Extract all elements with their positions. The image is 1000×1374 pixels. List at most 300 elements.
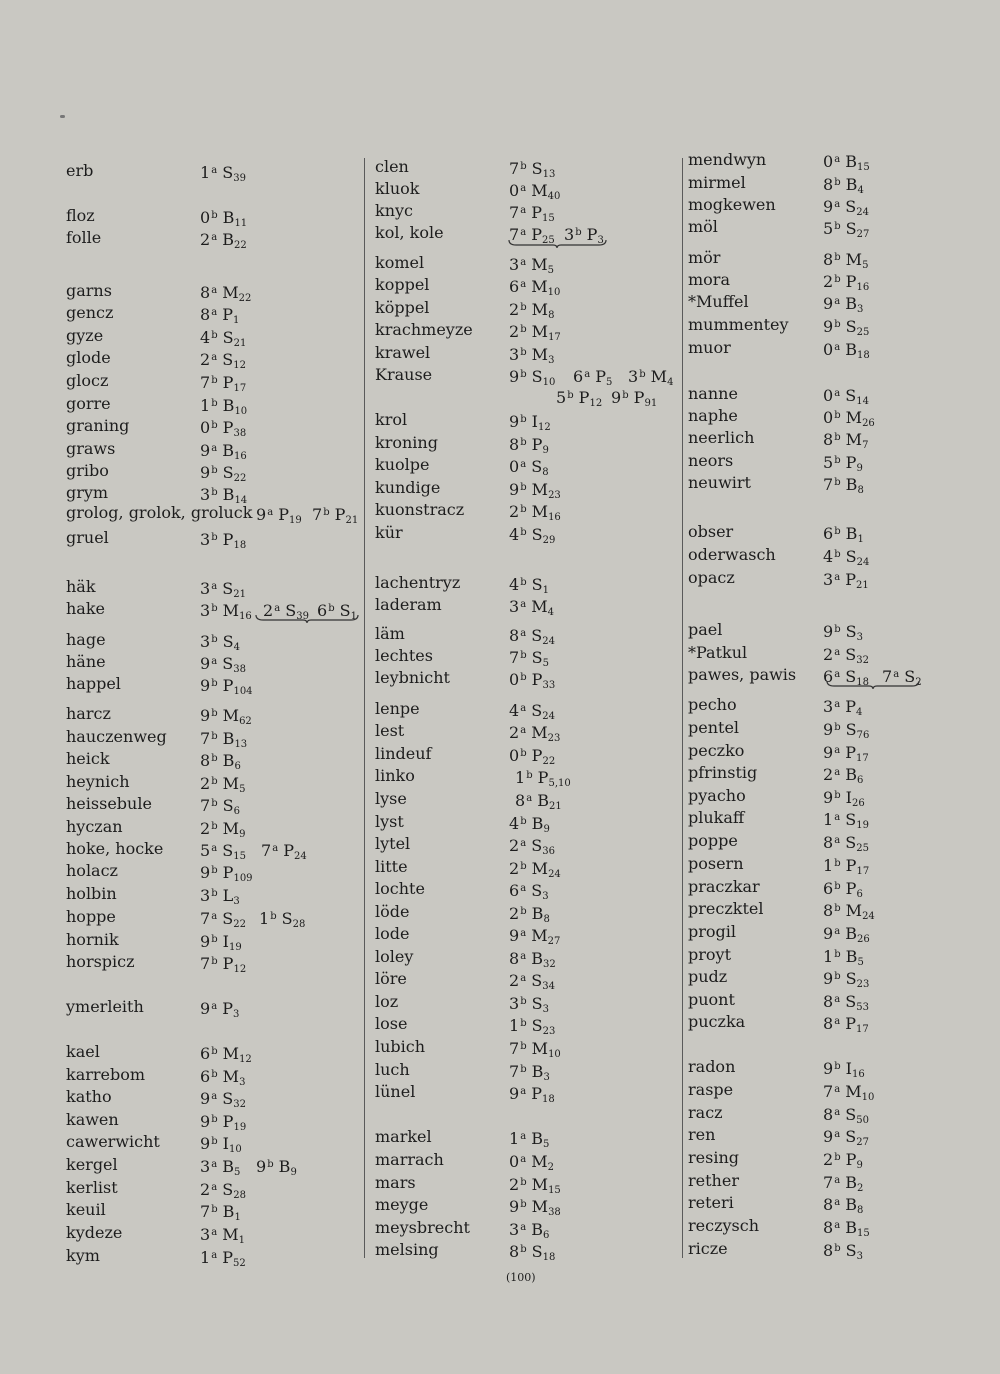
ref-series: b [834,432,841,443]
ref-index: 21 [856,580,869,591]
ref-number: 9 [200,463,211,482]
ref-index: 12 [233,360,246,371]
ref-number: 0 [509,181,520,200]
ref-letter: M [526,1175,549,1194]
ref-letter: S [840,645,857,664]
ref-index: 21 [233,589,246,600]
ref-series: a [211,843,218,854]
entry-term: heick [66,749,110,768]
ref-index: 12 [589,398,603,409]
ref-number: 9 [509,1084,520,1103]
ref-letter: B [526,949,543,968]
ref-index: 6 [234,761,241,772]
ref-letter: I [840,788,852,807]
ref-letter: M [526,322,549,341]
ref-number: 0 [509,670,520,689]
ref-index: 16 [234,451,247,462]
ref-index: 5 [239,784,246,795]
ref-number: 7 [261,841,272,860]
ref-number: 3 [509,255,520,274]
ref-letter: I [526,412,538,431]
entry-reference [200,1245,246,1275]
ref-number: 1 [823,810,834,829]
ref-series: b [834,526,841,537]
ref-number: 8 [823,430,834,449]
entry-term: *Muffel [688,292,749,311]
ref-series: a [520,599,527,610]
entry-term: grolog, grolok, groluck [66,503,253,522]
ref-index: 28 [292,919,306,930]
ref-index: 33 [542,680,556,691]
ref-index: 3 [857,304,864,315]
ref-number: 2 [509,859,520,878]
ref-series: b [328,603,335,614]
ref-index: 5 [234,1167,241,1178]
ref-letter: P [329,505,346,524]
ref-number: 3 [200,1225,211,1244]
entry-term: graws [66,439,116,458]
ref-letter: P [217,676,234,695]
entry-term: leybnicht [375,668,450,687]
ref-index: 10 [547,287,561,298]
ref-index: 39 [233,173,246,184]
ref-number: 6 [823,667,834,686]
ref-number: 9 [823,294,834,313]
entry-term: gorre [66,394,111,413]
ref-letter: M [526,181,548,200]
entry-term: kroning [375,433,438,452]
ref-number: 3 [564,225,575,244]
entry-term: mirmel [688,173,746,192]
ref-index: 21 [549,801,562,812]
ref-letter: M [526,1197,549,1216]
ref-letter: S [526,648,543,667]
ref-series: b [834,1061,841,1072]
entry-term: neors [688,451,734,470]
ref-number: 9 [200,676,211,695]
ref-series: b [211,1204,218,1215]
ref-letter: S [840,317,857,336]
ref-series: a [834,812,841,823]
entry-term: krol [375,410,408,429]
entry-term: praczkar [688,877,760,896]
ref-letter: S [840,622,857,641]
ref-number: 1 [259,909,270,928]
ref-series: b [211,821,218,832]
ref-number: 0 [823,386,834,405]
ref-series: a [520,628,527,639]
ref-series: b [520,672,527,683]
ref-number: 1 [200,396,211,415]
ref-index: 3 [597,235,604,246]
ref-index: 32 [856,655,869,666]
ref-index: 23 [548,490,561,501]
entry-term: reczysch [688,1216,760,1235]
ref-number: 1 [200,163,211,182]
ref-index: 38 [233,428,247,439]
entry-term: kydeze [66,1223,123,1242]
ref-series: a [834,926,841,937]
entry-term: *Patkul [688,643,748,662]
entry-term: clen [375,157,409,176]
entry-reference [261,838,307,868]
entry-term: kawen [66,1110,119,1129]
ref-series: b [834,1152,841,1163]
entry-term: hake [66,599,106,618]
ref-series: a [211,1182,218,1193]
ref-index: 5 [542,658,550,669]
ref-index: 2 [547,1162,554,1173]
ref-index: 19 [856,820,869,831]
ref-series: b [520,748,527,759]
ref-letter: M [526,480,549,499]
ref-number: 9 [611,388,622,407]
ref-series: b [520,161,527,172]
ref-series: b [211,708,218,719]
ref-index: 109 [233,873,253,884]
ref-letter: P [526,746,543,765]
ref-letter: P [526,670,543,689]
ref-letter: P [217,863,234,882]
ref-series: a [211,352,218,363]
ref-letter: S [840,386,857,405]
ref-series: b [520,504,527,515]
ref-series: b [834,410,841,421]
ref-index: 40 [547,191,561,202]
ref-number: 3 [823,697,834,716]
entry-term: häne [66,652,106,671]
ref-index: 22 [542,756,556,767]
ref-index: 1 [350,611,358,622]
entry-term: meysbrecht [375,1218,470,1237]
entry-term: folle [66,228,102,247]
ref-index: 15 [233,851,246,862]
ref-number: 3 [200,886,211,905]
ref-index: 5 [857,957,864,968]
entry-term: köppel [375,298,430,317]
ref-number: 1 [200,1248,211,1267]
ref-number: 7 [200,796,211,815]
ref-index: 1 [542,585,550,596]
ref-series: b [211,420,218,431]
ref-index: 17 [856,753,869,764]
ref-series: a [211,656,218,667]
ref-number: 9 [509,1197,520,1216]
ref-series: b [834,624,841,635]
ref-index: 28 [233,1190,246,1201]
entry-term: pael [688,620,723,639]
ref-index: 9 [290,1167,297,1178]
entry-reference [200,527,246,557]
ref-series: a [520,1222,527,1233]
ref-letter: M [840,430,863,449]
ref-letter: S [217,654,234,673]
ref-series: a [520,725,527,736]
entry-term: hyczan [66,817,123,836]
ref-index: 22 [233,919,246,930]
ref-index: 8 [857,1205,864,1216]
ref-letter: S [899,667,916,686]
ref-series: a [211,232,218,243]
ref-number: 7 [509,203,520,222]
ref-number: 7 [509,225,520,244]
entry-reference [509,594,554,624]
ref-number: 8 [200,751,211,770]
entry-term: glocz [66,371,109,390]
ref-letter: B [526,1129,543,1148]
ref-letter: B [840,1218,857,1237]
ref-letter: I [840,1059,852,1078]
ref-letter: M [217,1225,239,1244]
ref-index: 3 [233,896,240,907]
ref-index: 24 [856,557,870,568]
ref-series: b [520,369,527,380]
entry-term: loley [375,947,414,966]
ref-number: 3 [628,367,639,386]
ref-index: 12 [538,422,551,433]
ref-index: 36 [542,846,555,857]
ref-letter: M [217,601,240,620]
entry-term: hoke, hocke [66,839,164,858]
ref-letter: M [526,723,548,742]
brace-hake [255,614,359,624]
ref-number: 3 [823,570,834,589]
ref-index: 23 [547,733,561,744]
entry-term: kuonstracz [375,500,465,519]
ref-number: 2 [200,350,211,369]
ref-index: 3 [542,1004,550,1015]
ref-series: b [520,1041,527,1052]
ref-series: b [211,678,218,689]
ref-letter: S [526,367,543,386]
ref-series: b [567,390,574,401]
entry-term: lode [375,924,410,943]
ref-index: 15 [857,162,870,173]
ref-series: b [211,330,218,341]
ref-series: b [211,532,218,543]
ref-letter: M [526,926,548,945]
ref-letter: S [217,1089,234,1108]
ref-series: b [520,1018,527,1029]
ref-index: 5 [543,1139,550,1150]
ref-series: a [834,199,841,210]
ref-letter: B [526,904,544,923]
ref-letter: B [840,924,857,943]
ref-number: 2 [200,230,211,249]
ref-number: 8 [823,1014,834,1033]
ref-number: 2 [509,836,520,855]
entry-reference [259,906,305,936]
entry-term: holacz [66,861,118,880]
ref-series: a [520,459,527,470]
ref-index: 10 [548,1049,561,1060]
ref-number: 2 [509,502,520,521]
entry-term: laderam [375,595,442,614]
ref-series: a [272,843,279,854]
ref-letter: M [840,1082,862,1101]
entry-term: marrach [375,1150,444,1169]
ref-index: 62 [239,716,252,727]
ref-number: 2 [823,765,834,784]
entry-term: reteri [688,1193,734,1212]
entry-term: kol, kole [375,223,444,242]
ref-series: a [834,699,841,710]
ref-series: b [622,390,629,401]
ref-letter: B [840,340,857,359]
ref-letter: S [840,547,857,566]
ref-series: b [520,1244,527,1255]
ref-number: 9 [823,788,834,807]
ref-index: 18 [233,540,247,551]
ref-series: a [211,1091,218,1102]
ref-letter: P [273,505,290,524]
ref-letter: S [217,1180,234,1199]
ref-letter: M [217,1044,240,1063]
ref-series: b [211,865,218,876]
entry-reference [200,673,253,703]
ref-index: 6 [856,889,863,900]
ref-number: 5 [823,453,834,472]
entry-term: radon [688,1057,736,1076]
ref-series: b [211,634,218,645]
entry-term: kundige [375,478,441,497]
entry-term: gyze [66,326,104,345]
ref-number: 9 [200,1089,211,1108]
ref-number: 5 [556,388,567,407]
ref-letter: P [217,954,234,973]
entry-reference [823,1238,863,1268]
ref-number: 2 [509,322,520,341]
ref-letter: S [217,579,234,598]
ref-index: 5,10 [548,778,571,789]
ref-series: b [211,487,218,498]
ref-letter: S [217,632,234,651]
entry-term: nanne [688,384,738,403]
ref-letter: M [840,408,863,427]
ref-index: 25 [856,843,869,854]
ref-series: b [520,650,527,661]
ref-index: 24 [856,207,869,218]
ref-index: 3 [548,355,555,366]
ref-series: a [274,603,281,614]
ref-series: b [520,577,527,588]
ref-letter: P [217,1112,234,1131]
ref-letter: S [217,328,234,347]
entry-reference [200,227,247,257]
ref-letter: I [217,932,229,951]
ref-letter: P [840,697,857,716]
ref-number: 9 [200,999,211,1018]
ref-index: 17 [856,1024,869,1035]
ref-letter: P [840,570,857,589]
ref-number: 3 [200,530,211,549]
ref-number: 7 [509,1062,520,1081]
ref-number: 8 [823,1105,834,1124]
ref-index: 23 [542,1026,556,1037]
ref-index: 3 [543,1072,550,1083]
ref-letter: P [840,1014,857,1033]
ref-index: 12 [239,1054,252,1065]
ref-index: 17 [856,866,870,877]
ref-series: a [211,1250,218,1261]
ref-series: b [211,1136,218,1147]
ref-number: 9 [509,367,520,386]
entry-term: lose [375,1014,408,1033]
ref-series: b [520,816,527,827]
ref-letter: M [217,819,240,838]
ref-letter: B [840,1195,857,1214]
ref-series: b [211,888,218,899]
ref-letter: S [526,525,543,544]
entry-term: grym [66,483,109,502]
entry-term: komel [375,253,425,272]
ref-series: a [211,285,218,296]
ref-series: b [834,319,841,330]
ref-letter: B [217,1202,235,1221]
entry-term: glode [66,348,111,367]
ref-letter: P [217,373,234,392]
ref-letter: S [526,159,543,178]
ref-series: a [520,227,527,238]
ref-number: 2 [509,723,520,742]
ref-series: b [520,996,527,1007]
ref-index: 24 [542,711,555,722]
ref-number: 3 [200,579,211,598]
entry-term: kerlist [66,1178,118,1197]
ref-number: 9 [200,706,211,725]
ref-index: 8 [543,914,550,925]
ref-index: 24 [548,869,561,880]
entry-term: kür [375,523,403,542]
ref-series: b [520,324,527,335]
entry-term: muor [688,338,731,357]
entry-term: puczka [688,1012,746,1031]
ref-number: 6 [200,1044,211,1063]
entry-term: resing [688,1148,739,1167]
ref-index: 27 [856,1137,869,1148]
entry-term: lenpe [375,699,420,718]
ref-index: 10 [229,1144,242,1155]
ref-index: 16 [548,512,561,523]
ref-series: b [211,1114,218,1125]
ref-series: b [323,507,330,518]
ref-letter: P [840,856,857,875]
ref-index: 18 [542,1252,556,1263]
ref-index: 9 [239,829,246,840]
ref-letter: S [526,626,543,645]
ref-number: 3 [509,1220,520,1239]
entry-reference [509,364,555,394]
ref-number: 2 [509,971,520,990]
ref-letter: B [840,765,857,784]
ref-number: 5 [823,219,834,238]
ref-letter: M [526,345,549,364]
ref-index: 15 [548,1185,561,1196]
ref-number: 3 [200,1157,211,1176]
ref-series: b [520,437,527,448]
ref-number: 9 [256,1157,267,1176]
ref-series: b [834,1243,841,1254]
ref-number: 3 [509,345,520,364]
ref-number: 8 [823,833,834,852]
ref-series: a [834,767,841,778]
ref-letter: S [526,836,543,855]
ref-letter: S [526,575,543,594]
entry-term: hauczenweg [66,727,167,746]
ref-series: a [520,279,527,290]
ref-index: 24 [294,851,307,862]
ref-series: b [520,347,527,358]
